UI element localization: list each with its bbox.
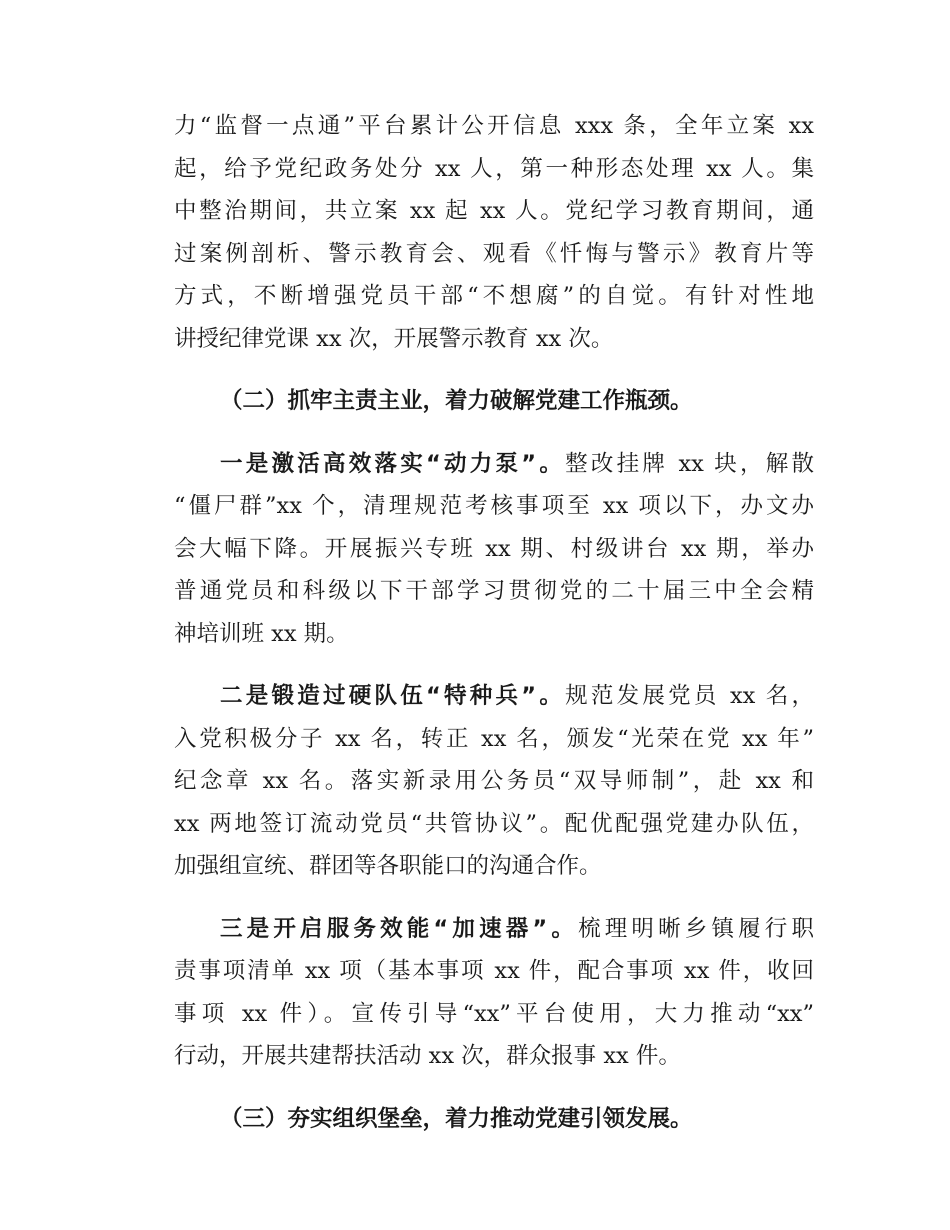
text-line: 力“监督一点通”平台累计公开信息 xxx 条，全年立案 xx (174, 113, 814, 139)
text-line: 起，给予党纪政务处分 xx 人，第一种形态处理 xx 人。集 (174, 155, 814, 182)
text-run: 梳理明晰乡镇履行职 (578, 915, 814, 942)
text-line: 行动，开展共建帮扶活动 xx 次，群众报事 xx 件。 (174, 1043, 681, 1069)
paragraph-team (174, 675, 814, 888)
text-line: 中整治期间，共立案 xx 起 xx 人。党纪学习教育期间，通 (174, 198, 814, 224)
text-line: 神培训班 xx 期。 (174, 620, 349, 647)
text-line: 加强组宣统、群团等各职能口的沟通合作。 (174, 853, 602, 879)
paragraph-supervision (174, 105, 814, 360)
section-heading-3: （三）夯实组织堡垒，着力推动党建引领发展。 (220, 1105, 693, 1132)
text-line-first (174, 675, 814, 718)
paragraph-lead: 一是激活高效落实“动力泵”。 (220, 450, 566, 477)
text-line: 普通党员和科级以下干部学习贯彻党的二十届三中全会精 (174, 578, 814, 604)
text-line: 会大幅下降。开展振兴专班 xx 期、村级讲台 xx 期，举办 (174, 535, 814, 562)
text-run: 规范发展党员 xx 名， (565, 683, 815, 709)
text-line: 过案例剖析、警示教育会、观看《忏悔与警示》教育片等 (174, 240, 814, 267)
text-line-first (174, 908, 814, 951)
text-line: 事项 xx 件）。宣传引导“xx”平台使用，大力推动“xx” (174, 1000, 814, 1027)
text-line: “僵尸群”xx 个，清理规范考核事项至 xx 项以下，办文办 (174, 493, 814, 519)
text-line: 纪念章 xx 名。落实新录用公务员“双导师制”，赴 xx 和 (174, 768, 814, 794)
text-line: 入党积极分子 xx 名，转正 xx 名，颁发“光荣在党 xx 年” (174, 725, 814, 752)
paragraph-lead: 三是开启服务效能“加速器”。 (220, 915, 579, 942)
text-line: 方式，不断增强党员干部“不想腐”的自觉。有针对性地 (174, 283, 814, 309)
paragraph-efficiency (174, 443, 814, 656)
paragraph-service (174, 908, 814, 1078)
section-heading-2: （二）抓牢主责主业，着力破解党建工作瓶颈。 (220, 388, 693, 414)
paragraph-lead: 二是锻造过硬队伍“特种兵”。 (220, 683, 566, 709)
text-line: xx 两地签订流动党员“共管协议”。配优配强党建办队伍， (174, 810, 814, 837)
text-line-first (174, 443, 814, 486)
text-run: 整改挂牌 xx 块，解散 (565, 450, 815, 477)
document-page (174, 105, 814, 1140)
text-line: 讲授纪律党课 xx 次，开展警示教育 xx 次。 (174, 325, 614, 352)
text-line: 责事项清单 xx 项（基本事项 xx 件，配合事项 xx 件，收回 (174, 958, 814, 984)
